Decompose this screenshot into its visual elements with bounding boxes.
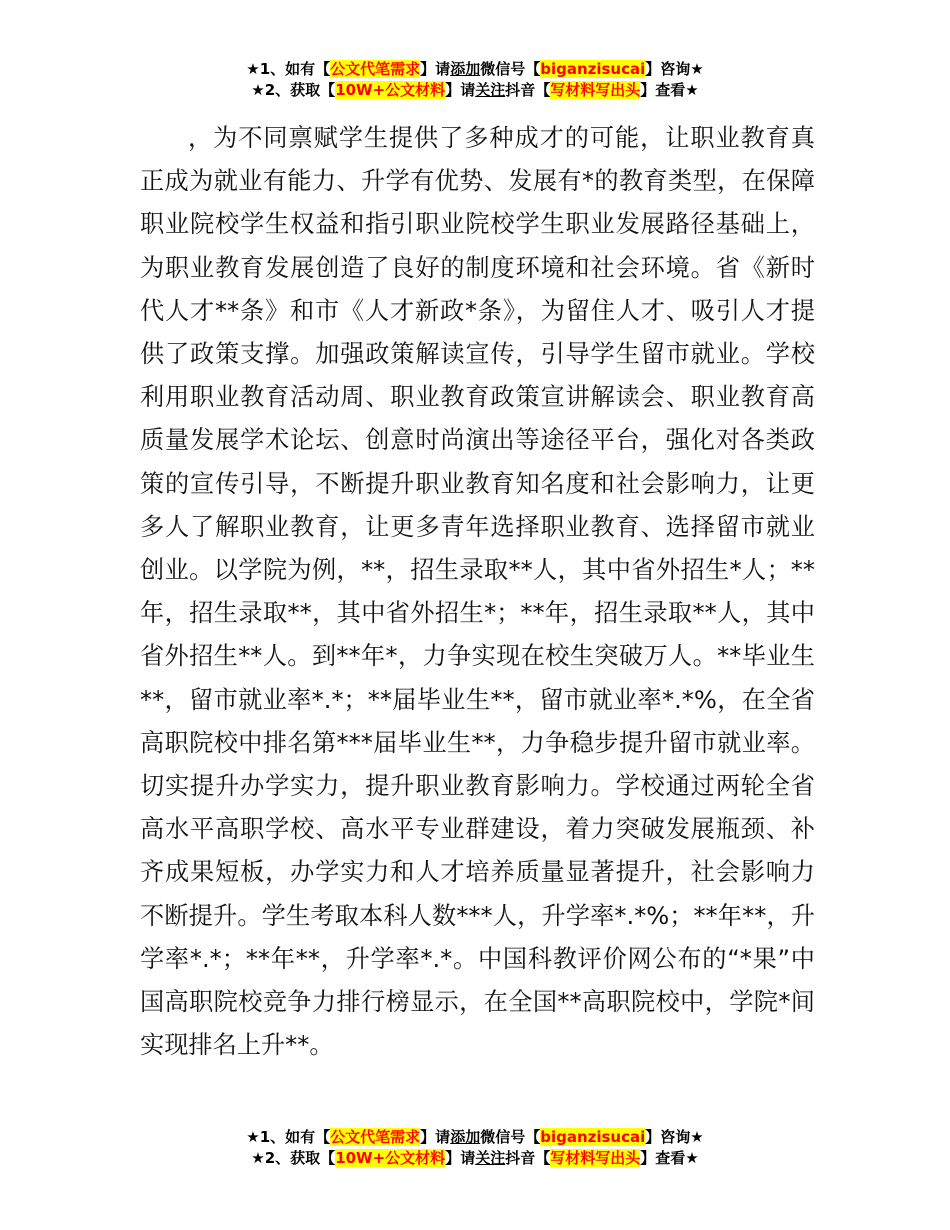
banner-suffix: 】查看★ <box>640 1149 699 1167</box>
add-emphasis: 添加 <box>450 1128 481 1146</box>
service-highlight: 公文代笔需求 <box>330 60 421 78</box>
banner-suffix: 】查看★ <box>640 81 699 99</box>
wechat-id-highlight: biganzisucai <box>540 1128 646 1146</box>
banner-prefix: ★1、如有【 <box>246 60 331 78</box>
banner-text: 】请 <box>420 60 451 78</box>
banner-suffix: 】咨询★ <box>645 60 704 78</box>
footer-banner-line-1 <box>0 1127 950 1148</box>
banner-text: 抖音【 <box>505 81 551 99</box>
banner-text: 】请 <box>445 1149 476 1167</box>
banner-prefix: ★1、如有【 <box>246 1128 331 1146</box>
follow-emphasis: 关注 <box>475 81 506 99</box>
banner-text: 】请 <box>420 1128 451 1146</box>
footer-banner-line-2 <box>0 1148 950 1169</box>
wechat-id-highlight: biganzisucai <box>540 60 646 78</box>
banner-text: 】请 <box>445 81 476 99</box>
header-banner-line-1 <box>0 59 950 80</box>
follow-emphasis: 关注 <box>475 1149 506 1167</box>
banner-text: 微信号【 <box>480 60 541 78</box>
header-banner-line-2 <box>0 80 950 101</box>
douyin-account-highlight: 写材料写出头 <box>550 81 641 99</box>
banner-prefix: ★2、获取【 <box>251 1149 336 1167</box>
document-body-paragraph: ，为不同禀赋学生提供了多种成才的可能，让职业教育真正成为就业有能力、升学有优势、发展有*的教育类型，在保障职业院校学生权益和指引职业院校学生职业发展路径基础上，为职业教育发展创造了良好的制度环境和社会环境。省《新时代人才**条》和市《人才新政*条》，为留住人才、吸引人才提供了政策支撑。加强政策解读宣传，引导学生留市就业。学校利用职业教育活动周、职业教育政策宣讲解读会、职业教育高质量发展学术论坛、创意时尚演出等途径平台，强化对各类政策的宣传引导，不断提升职业教育知名度和社会影响力，让更多人了解职业教育，让更多青年选择职业教育、选择留市就业创业。以学院为例，**，招生录取**人，其中省外招生*人；**年，招生录取**，其中省外招生*；**年，招生录取**人，其中省外招生**人。到**年*，力争实现在校生突破万人。**毕业生**，留市就业率*.*；**届毕业生**，留市就业率*.*%，在全省高职院校中排名第***届毕业生**，力争稳步提升留市就业率。切实提升办学实力，提升职业教育影响力。学校通过两轮全省高水平高职学校、高水平专业群建设，着力突破发展瓶颈、补齐成果短板，办学实力和人才培养质量显著提升，社会影响力不断提升。学生考取本科人数***人，升学率*.*%；**年**，升学率*.*；**年**，升学率*.*。中国科教评价网公布的“*果”中国高职院校竞争力排行榜显示，在全国**高职院校中，学院*间实现排名上升**。 <box>140 124 815 1060</box>
header-banner <box>0 59 950 101</box>
service-highlight: 公文代笔需求 <box>330 1128 421 1146</box>
banner-prefix: ★2、获取【 <box>251 81 336 99</box>
banner-text: 微信号【 <box>480 1128 541 1146</box>
add-emphasis: 添加 <box>450 60 481 78</box>
banner-suffix: 】咨询★ <box>645 1128 704 1146</box>
banner-text: 抖音【 <box>505 1149 551 1167</box>
footer-banner <box>0 1127 950 1169</box>
douyin-account-highlight: 写材料写出头 <box>550 1149 641 1167</box>
materials-highlight: 10W+公文材料 <box>335 81 446 99</box>
materials-highlight: 10W+公文材料 <box>335 1149 446 1167</box>
